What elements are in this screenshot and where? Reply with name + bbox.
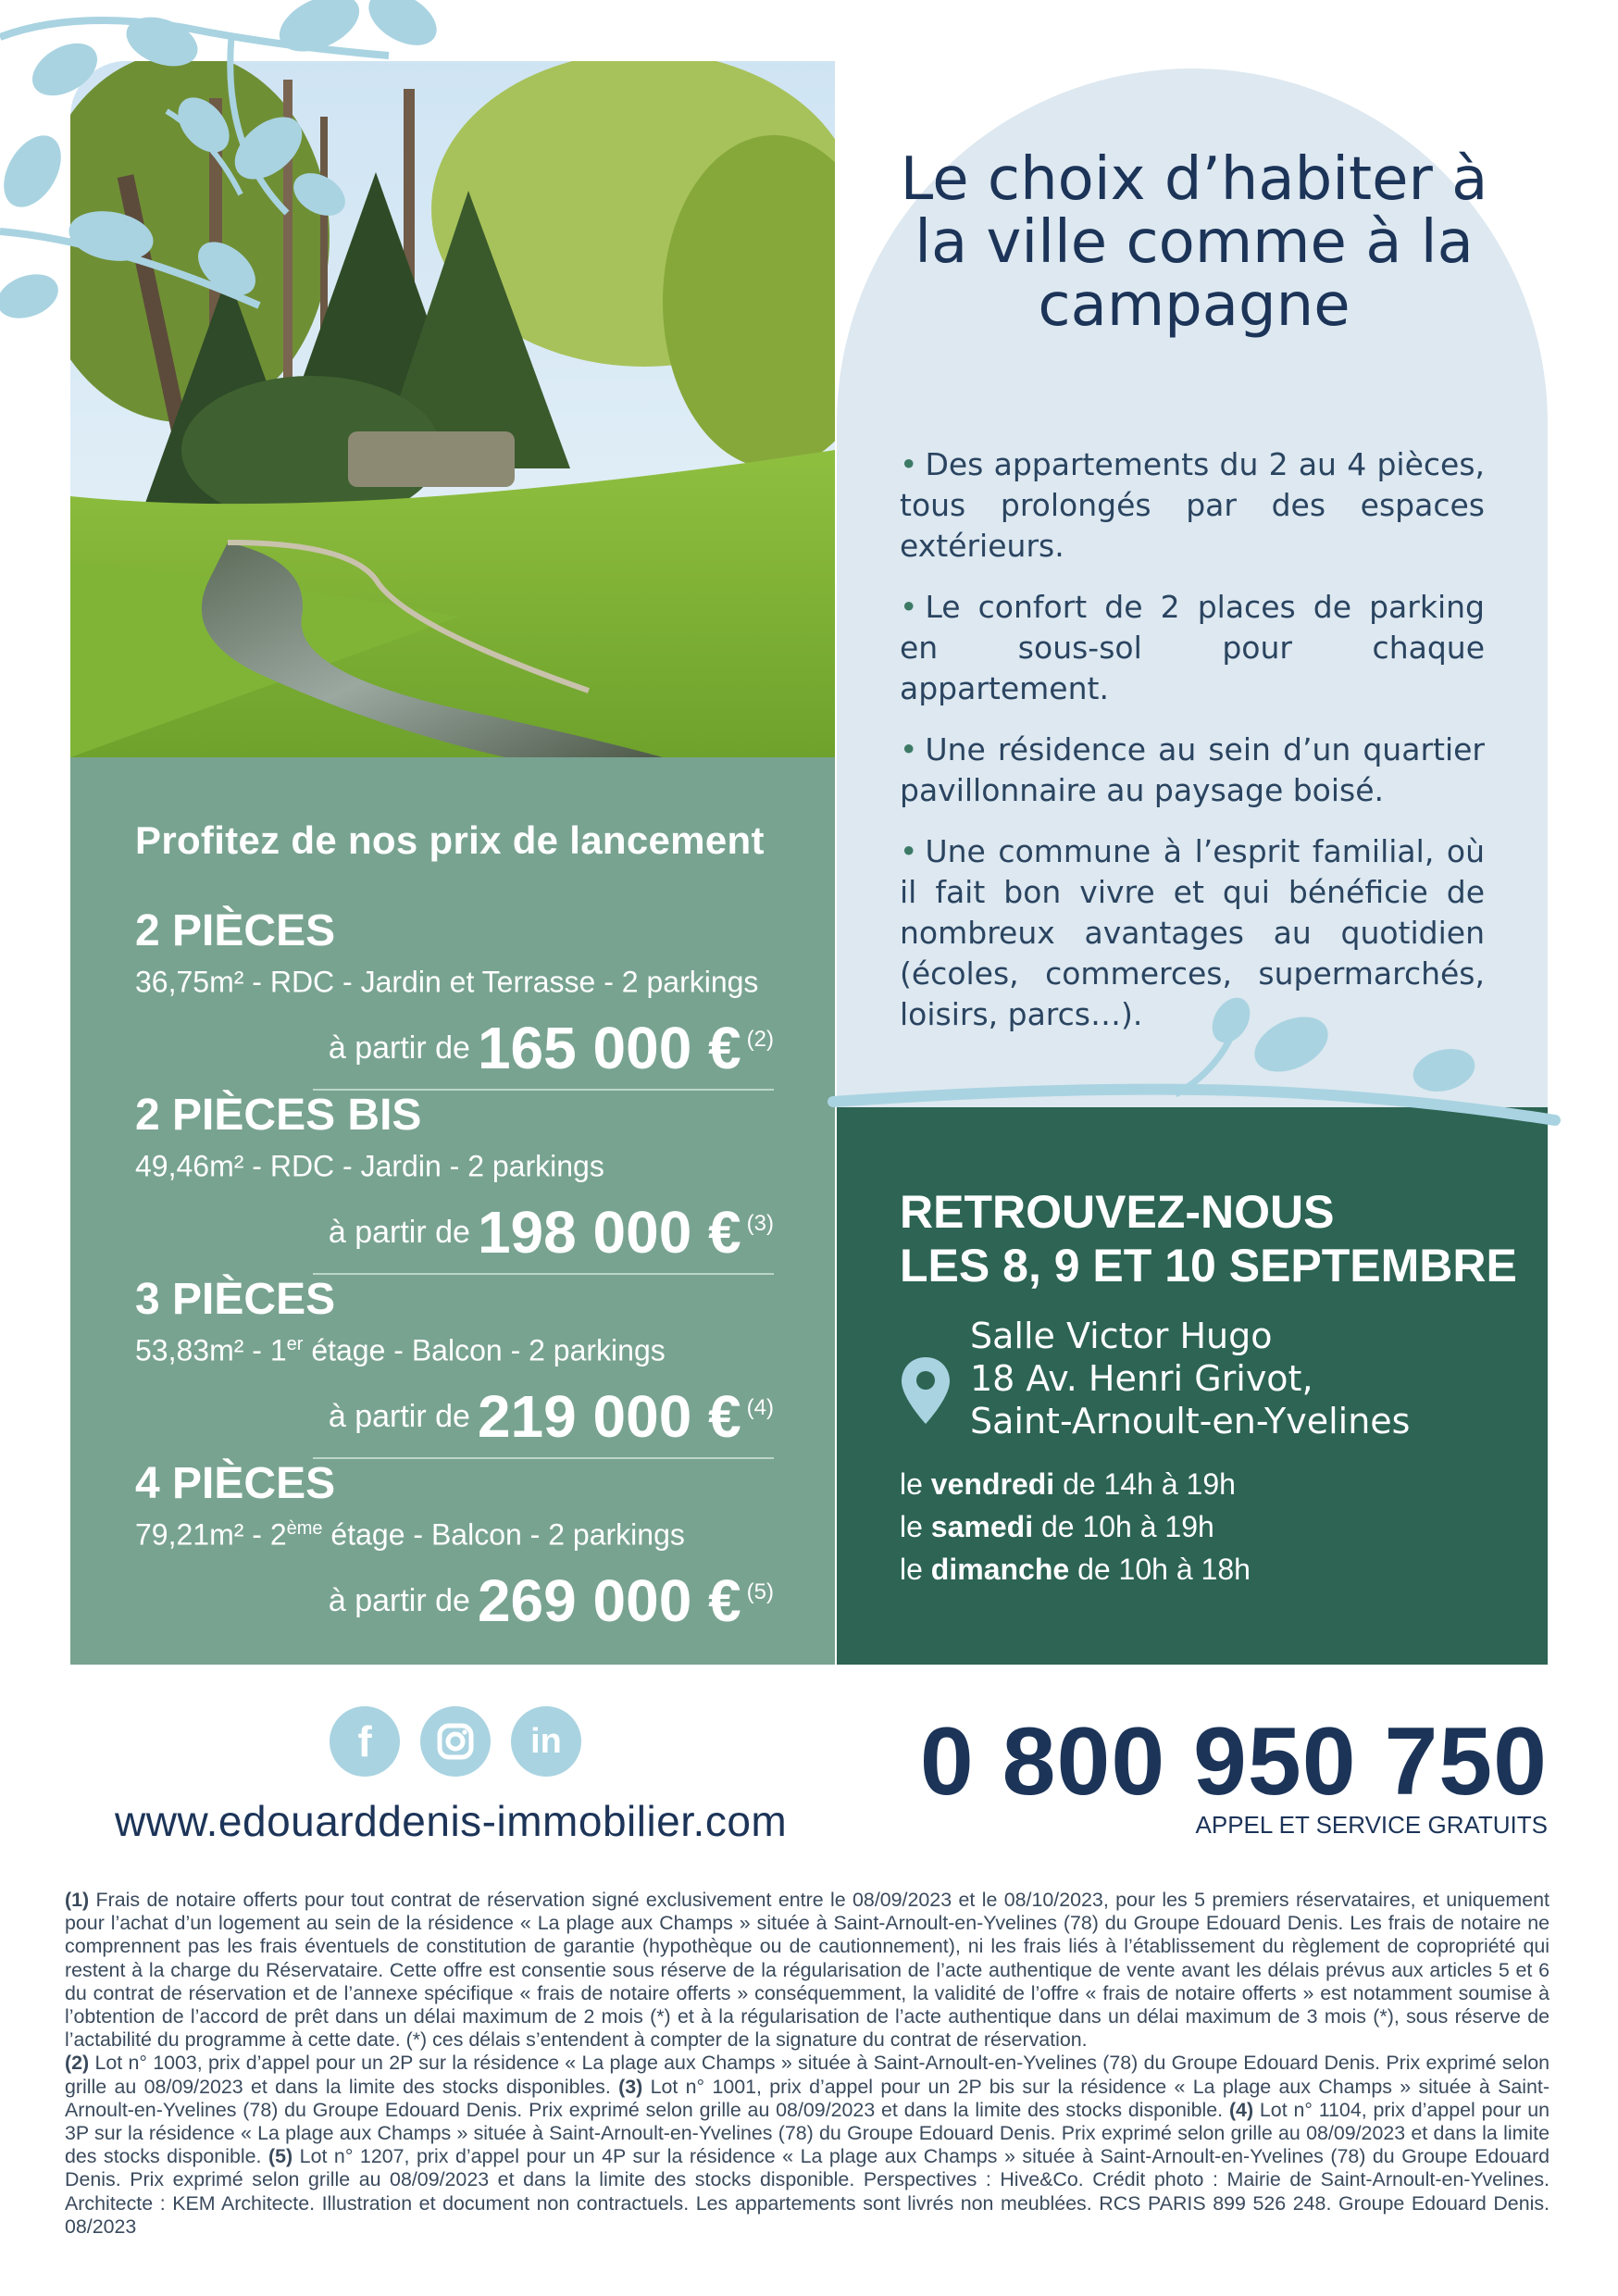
venue-city: Saint-Arnoult-en-Yvelines <box>970 1401 1411 1441</box>
phone-subtitle: APPEL ET SERVICE GRATUITS <box>1195 1811 1548 1839</box>
phone-number[interactable]: 0 800 950 750 <box>919 1708 1548 1816</box>
lot-3-pieces <box>135 1274 774 1459</box>
price-footnote: (3) <box>746 1210 774 1236</box>
price-footnote: (5) <box>746 1578 774 1604</box>
lot-description: 53,83m² - 1er étage - Balcon - 2 parkings <box>135 1333 666 1367</box>
headline: Le choix d’habiter à la ville comme à la campagne <box>900 145 1488 340</box>
bullet-icon: • <box>900 731 918 767</box>
hours-row: le dimanche de 10h à 18h <box>900 1553 1251 1586</box>
price-footnote: (4) <box>746 1394 774 1420</box>
feature-item: • Des appartements du 2 au 4 pièces, tous prolongés par des espaces extérieurs. <box>900 446 1485 564</box>
price-value: 198 000 € <box>477 1198 741 1266</box>
lot-4-pieces <box>135 1458 774 1634</box>
instagram-icon[interactable] <box>420 1706 491 1777</box>
lot-name: 2 PIÈCES <box>135 906 336 955</box>
lot-2-pieces-bis <box>135 1090 774 1275</box>
legal-notice: (1) Frais de notaire offerts pour tout contrat de réservation signé exclusivement entre le 08/09/2023 et le 08/10/2023, pour les 5 premiers réservataires, et uniquement pour l’achat d’un logement au sein de la résidence « La plage aux Champs » située à Saint-Arnoult-en-Yvelines (78) du Groupe Edouard Denis. Les frais de notaire ne comprennent pas les frais éventuels de constitution de garantie (hypothèque ou de cautionnement), ni les frais liés à l’établissement du règlement de copropriété qui restent à la charge du Réservataire. Cette offre est consentie sous réserve de la régularisation de l’acte authentique de vente avant les délais prévus aux articles 5 et 6 du contrat de réservation et de l’annexe spécifique « frais de notaire offerts » conséquemment, la validité de l’offre « frais de notaire offerts » est notamment soumise à l’obtention de l’accord de prêt dans un délai maximum de 2 mois (*) et à la régularisation de l’acte authentique dans un délai maximum de 3 mois (*), sous réserve de l’actabilité du programme à cette date. (*) ces délais s’entendent à compter de la signature du contrat de réservation. (2) Lot n° 1003, prix d’appel pour un 2P sur la résidence « La plage aux Champs » située à Saint-Arnoult-en-Yvelines (78) du Groupe Edouard Denis. Prix exprimé selon grille au 08/09/2023 et dans la limite des stocks disponibles. (3) Lot n° 1001, prix d’appel pour un 2P bis sur la résidence « La plage aux Champs » située à Saint-Arnoult-en-Yvelines (78) du Groupe Edouard Denis. Prix exprimé selon grille au 08/09/2023 et dans la limite des stocks disponible. (4) Lot n° 1104, prix d’appel pour un 3P sur la résidence « La plage aux Champs » située à Saint-Arnoult-en-Yvelines (78) du Groupe Edouard Denis. Prix exprimé selon grille au 08/09/2023 et dans la limite des stocks disponible. (5) Lot n° 1207, prix d’appel pour un 4P sur la résidence « La plage aux Champs » située à Saint-Arnoult-en-Yvelines (78) du Groupe Edouard Denis. Prix exprimé selon grille au 08/09/2023 et dans la limite des stocks disponible. Perspectives : Hive&Co. Crédit photo : Mairie de Saint-Arnoult-en-Yvelines. Architecte : KEM Architecte. Illustration et document non contractuels. Les appartements sont livrés non meublées. RCS PARIS 899 526 248. Groupe Edouard Denis. 08/2023 <box>65 1889 1550 2238</box>
venue-street: 18 Av. Henri Grivot, <box>970 1358 1313 1399</box>
bullet-icon: • <box>900 589 918 625</box>
price-value: 269 000 € <box>477 1566 741 1634</box>
lot-name: 2 PIÈCES BIS <box>135 1091 422 1140</box>
leaf-branch-decoration <box>824 981 1564 1148</box>
lot-2-pieces <box>135 905 774 1091</box>
lot-name: 3 PIÈCES <box>135 1275 336 1324</box>
price-value: 165 000 € <box>477 1014 741 1081</box>
feature-item: • Une commune à l’esprit familial, où il fait bon vivre et qui bénéficie de nombreux avantages au quotidien (écoles, commerces, supermarchés, loisirs, parcs…). <box>900 833 1485 1032</box>
lot-price: à partir de 198 000 € (3) <box>328 1198 774 1266</box>
website-link[interactable]: www.edouarddenis-immobilier.com <box>115 1797 788 1845</box>
lot-description: 79,21m² - 2ème étage - Balcon - 2 parkings <box>135 1517 685 1552</box>
features-list <box>900 444 1485 1055</box>
lot-price: à partir de 269 000 € (5) <box>328 1566 774 1634</box>
location-pin-icon <box>900 1355 952 1426</box>
opening-hours <box>900 1463 1251 1591</box>
bullet-icon: • <box>900 446 918 482</box>
lot-price: à partir de 165 000 € (2) <box>328 1014 774 1081</box>
linkedin-icon[interactable]: in <box>511 1706 581 1777</box>
venue-address <box>970 1315 1410 1442</box>
event-title: RETROUVEZ-NOUS LES 8, 9 ET 10 SEPTEMBRE <box>900 1186 1517 1292</box>
hours-row: le samedi de 10h à 19h <box>900 1510 1214 1543</box>
lot-description: 36,75m² - RDC - Jardin et Terrasse - 2 parkings <box>135 965 759 999</box>
feature-item: • Une résidence au sein d’un quartier pavillonnaire au paysage boisé. <box>900 731 1485 808</box>
feature-item: • Le confort de 2 places de parking en sous-sol pour chaque appartement. <box>900 589 1485 706</box>
facebook-icon[interactable]: f <box>330 1706 400 1777</box>
bullet-icon: • <box>900 833 918 869</box>
hours-row: le vendredi de 14h à 19h <box>900 1467 1236 1501</box>
leaf-branch-decoration <box>0 0 444 333</box>
price-footnote: (2) <box>746 1026 774 1052</box>
venue-name: Salle Victor Hugo <box>970 1316 1273 1356</box>
lot-description: 49,46m² - RDC - Jardin - 2 parkings <box>135 1149 604 1183</box>
lot-name: 4 PIÈCES <box>135 1459 336 1508</box>
price-value: 219 000 € <box>477 1382 741 1450</box>
lot-price: à partir de 219 000 € (4) <box>328 1382 774 1450</box>
promo-title: Profitez de nos prix de lancement <box>135 818 765 862</box>
